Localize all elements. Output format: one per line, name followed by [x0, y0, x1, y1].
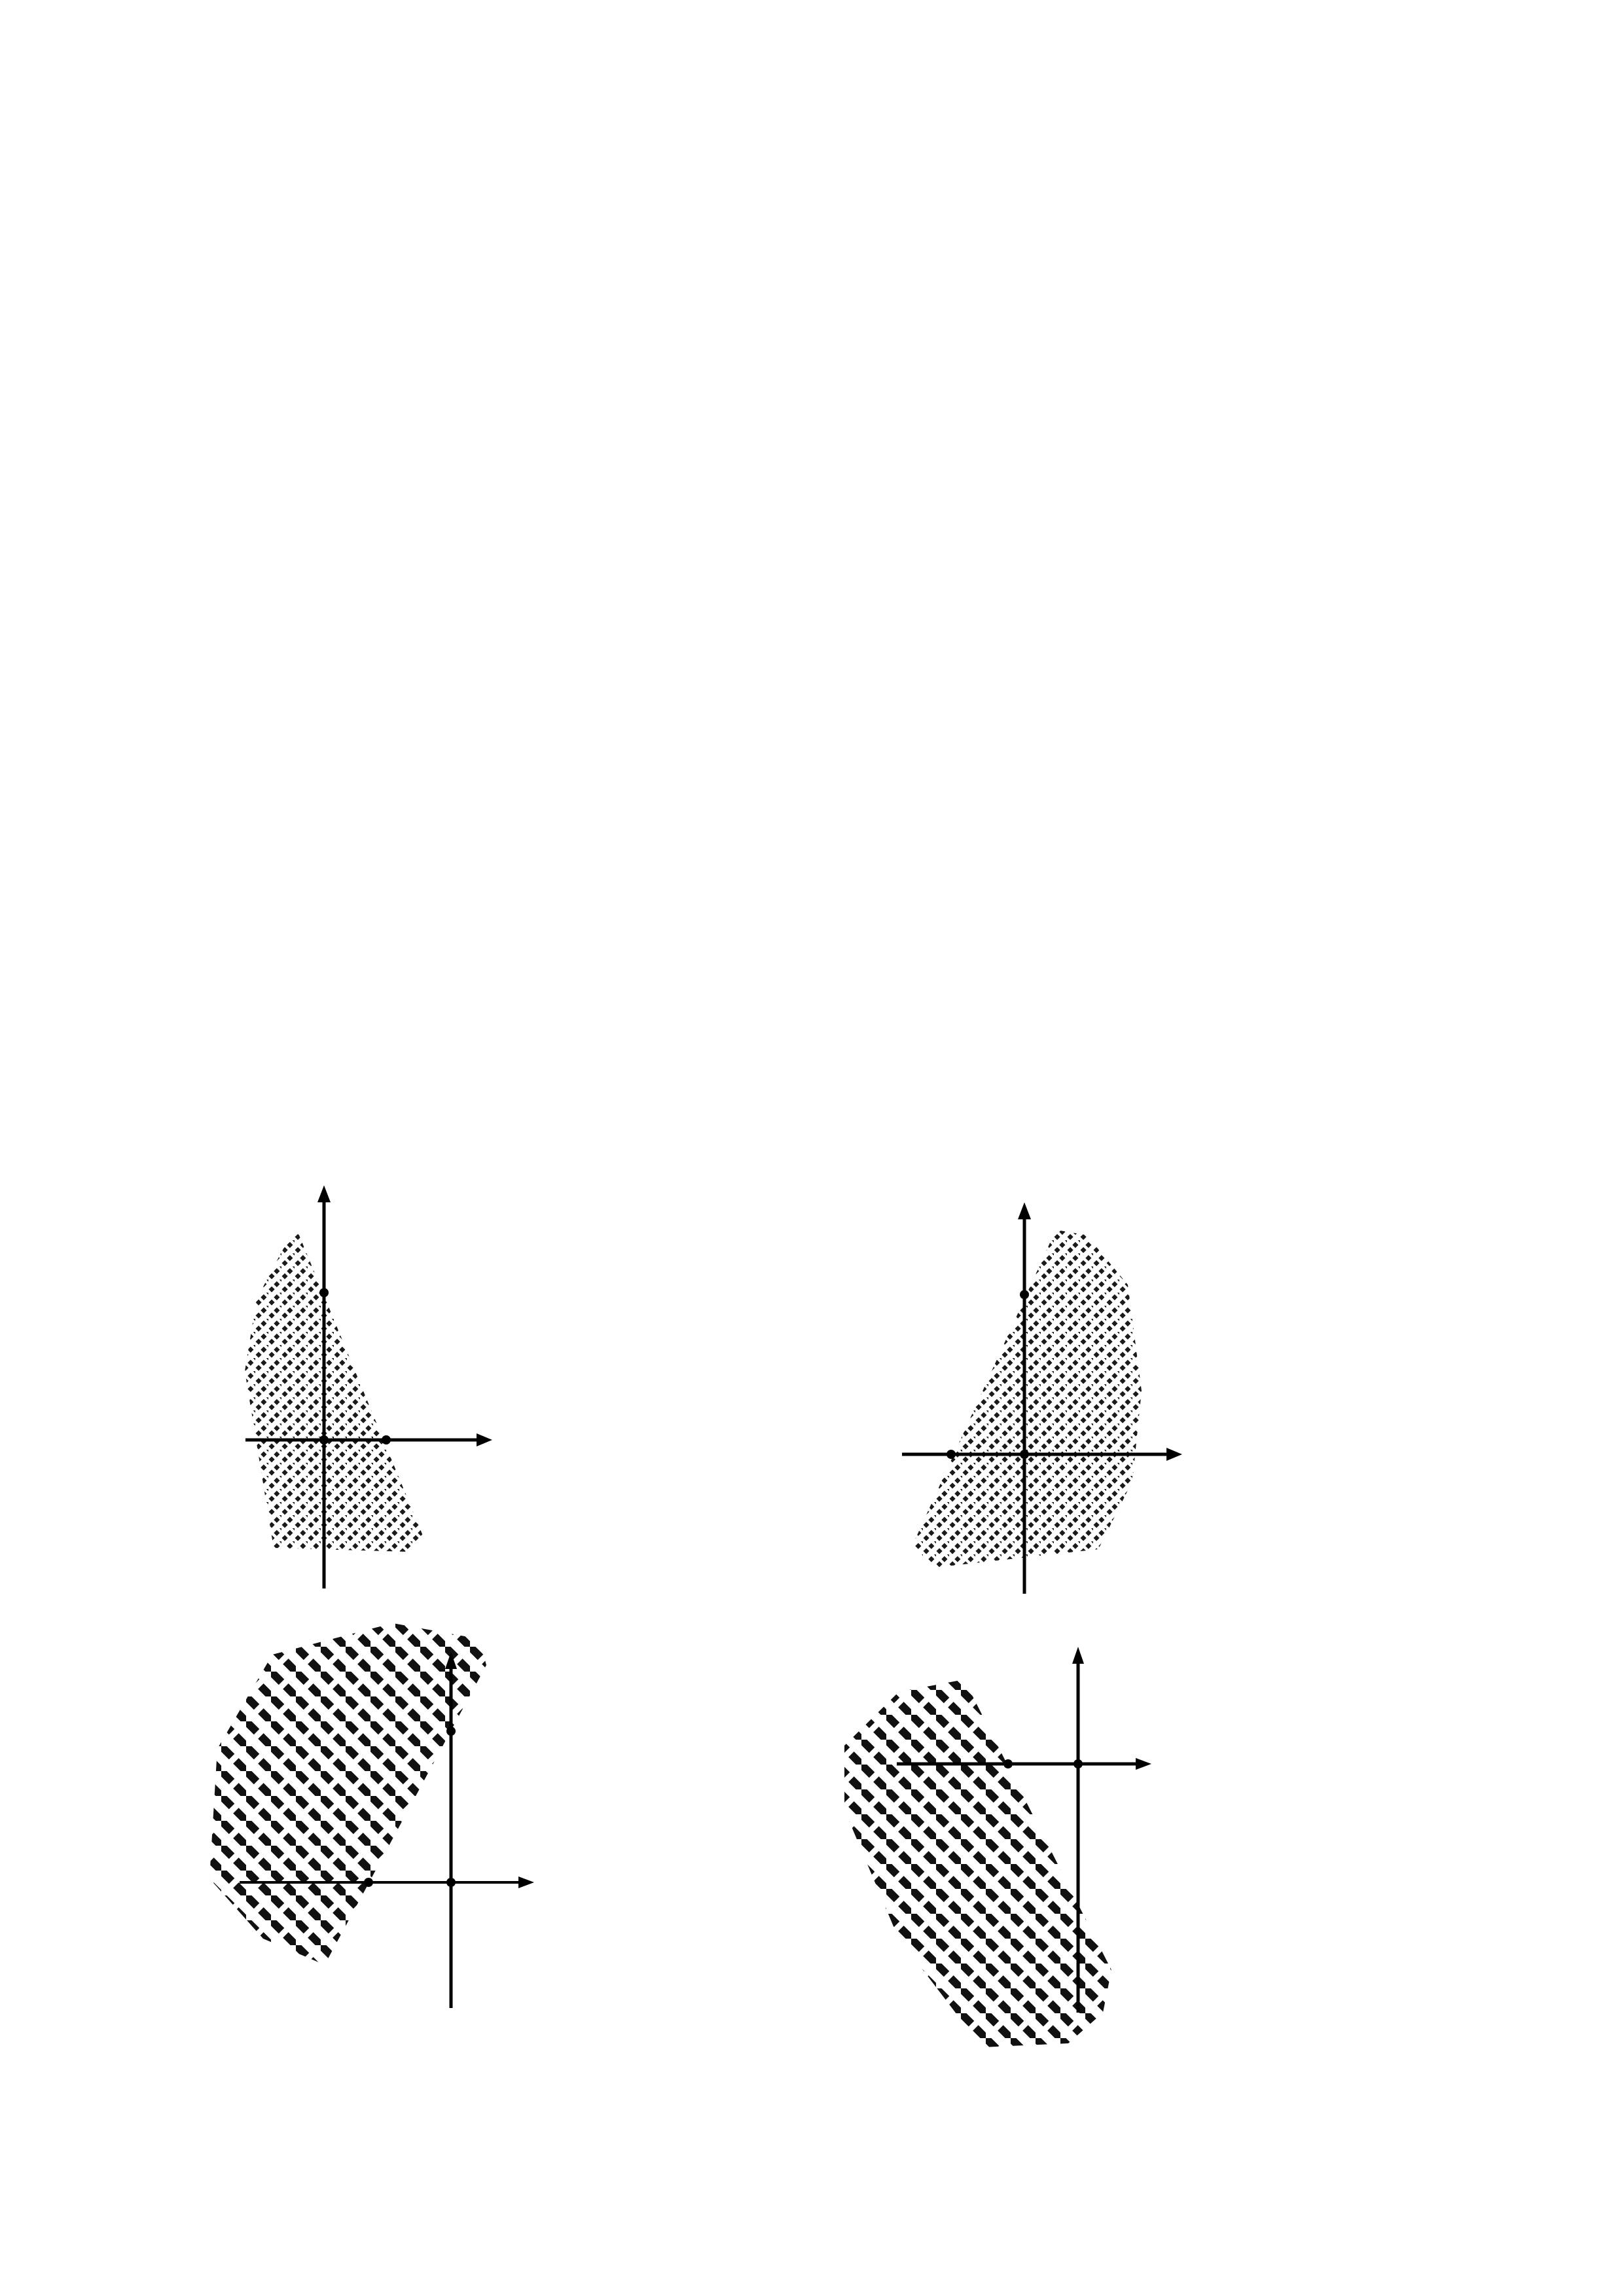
y-intercept-dot [319, 1288, 329, 1297]
x-axis-arrow-icon [477, 1433, 492, 1446]
y-intercept-dot [446, 1727, 456, 1736]
q5-option-b [553, 678, 571, 793]
origin-dot [1074, 1759, 1083, 1768]
graph-b [871, 1175, 1198, 1607]
y-axis-arrow-icon [1018, 1202, 1031, 1219]
origin-dot [319, 1435, 329, 1444]
q5-option-d [1162, 678, 1180, 793]
x-intercept-dot [947, 1450, 956, 1459]
q5-option-a [202, 678, 220, 793]
y-axis-arrow-icon [317, 1185, 331, 1202]
x-intercept-dot [364, 1878, 373, 1887]
x-intercept-dot [1003, 1759, 1013, 1768]
origin-dot [446, 1878, 456, 1887]
x-intercept-dot [382, 1435, 391, 1444]
x-axis-arrow-icon [518, 1876, 534, 1888]
origin-dot [1020, 1450, 1029, 1459]
graph-d [812, 1590, 1191, 2049]
shaded-region-hatch [209, 1623, 486, 1965]
x-axis-arrow-icon [1136, 1758, 1151, 1770]
q5-option-c [861, 678, 879, 793]
shaded-region-hatch [245, 1227, 424, 1552]
shaded-region-hatch [912, 1230, 1142, 1568]
graph-c [196, 1597, 569, 2019]
shaded-region-hatch [844, 1679, 1111, 2047]
y-intercept-dot [1020, 1290, 1029, 1299]
q5-explanation-line-2 [200, 992, 213, 1103]
graph-a [216, 1175, 504, 1597]
y-axis-arrow-icon [1072, 1647, 1084, 1664]
x-axis-arrow-icon [1166, 1448, 1182, 1461]
